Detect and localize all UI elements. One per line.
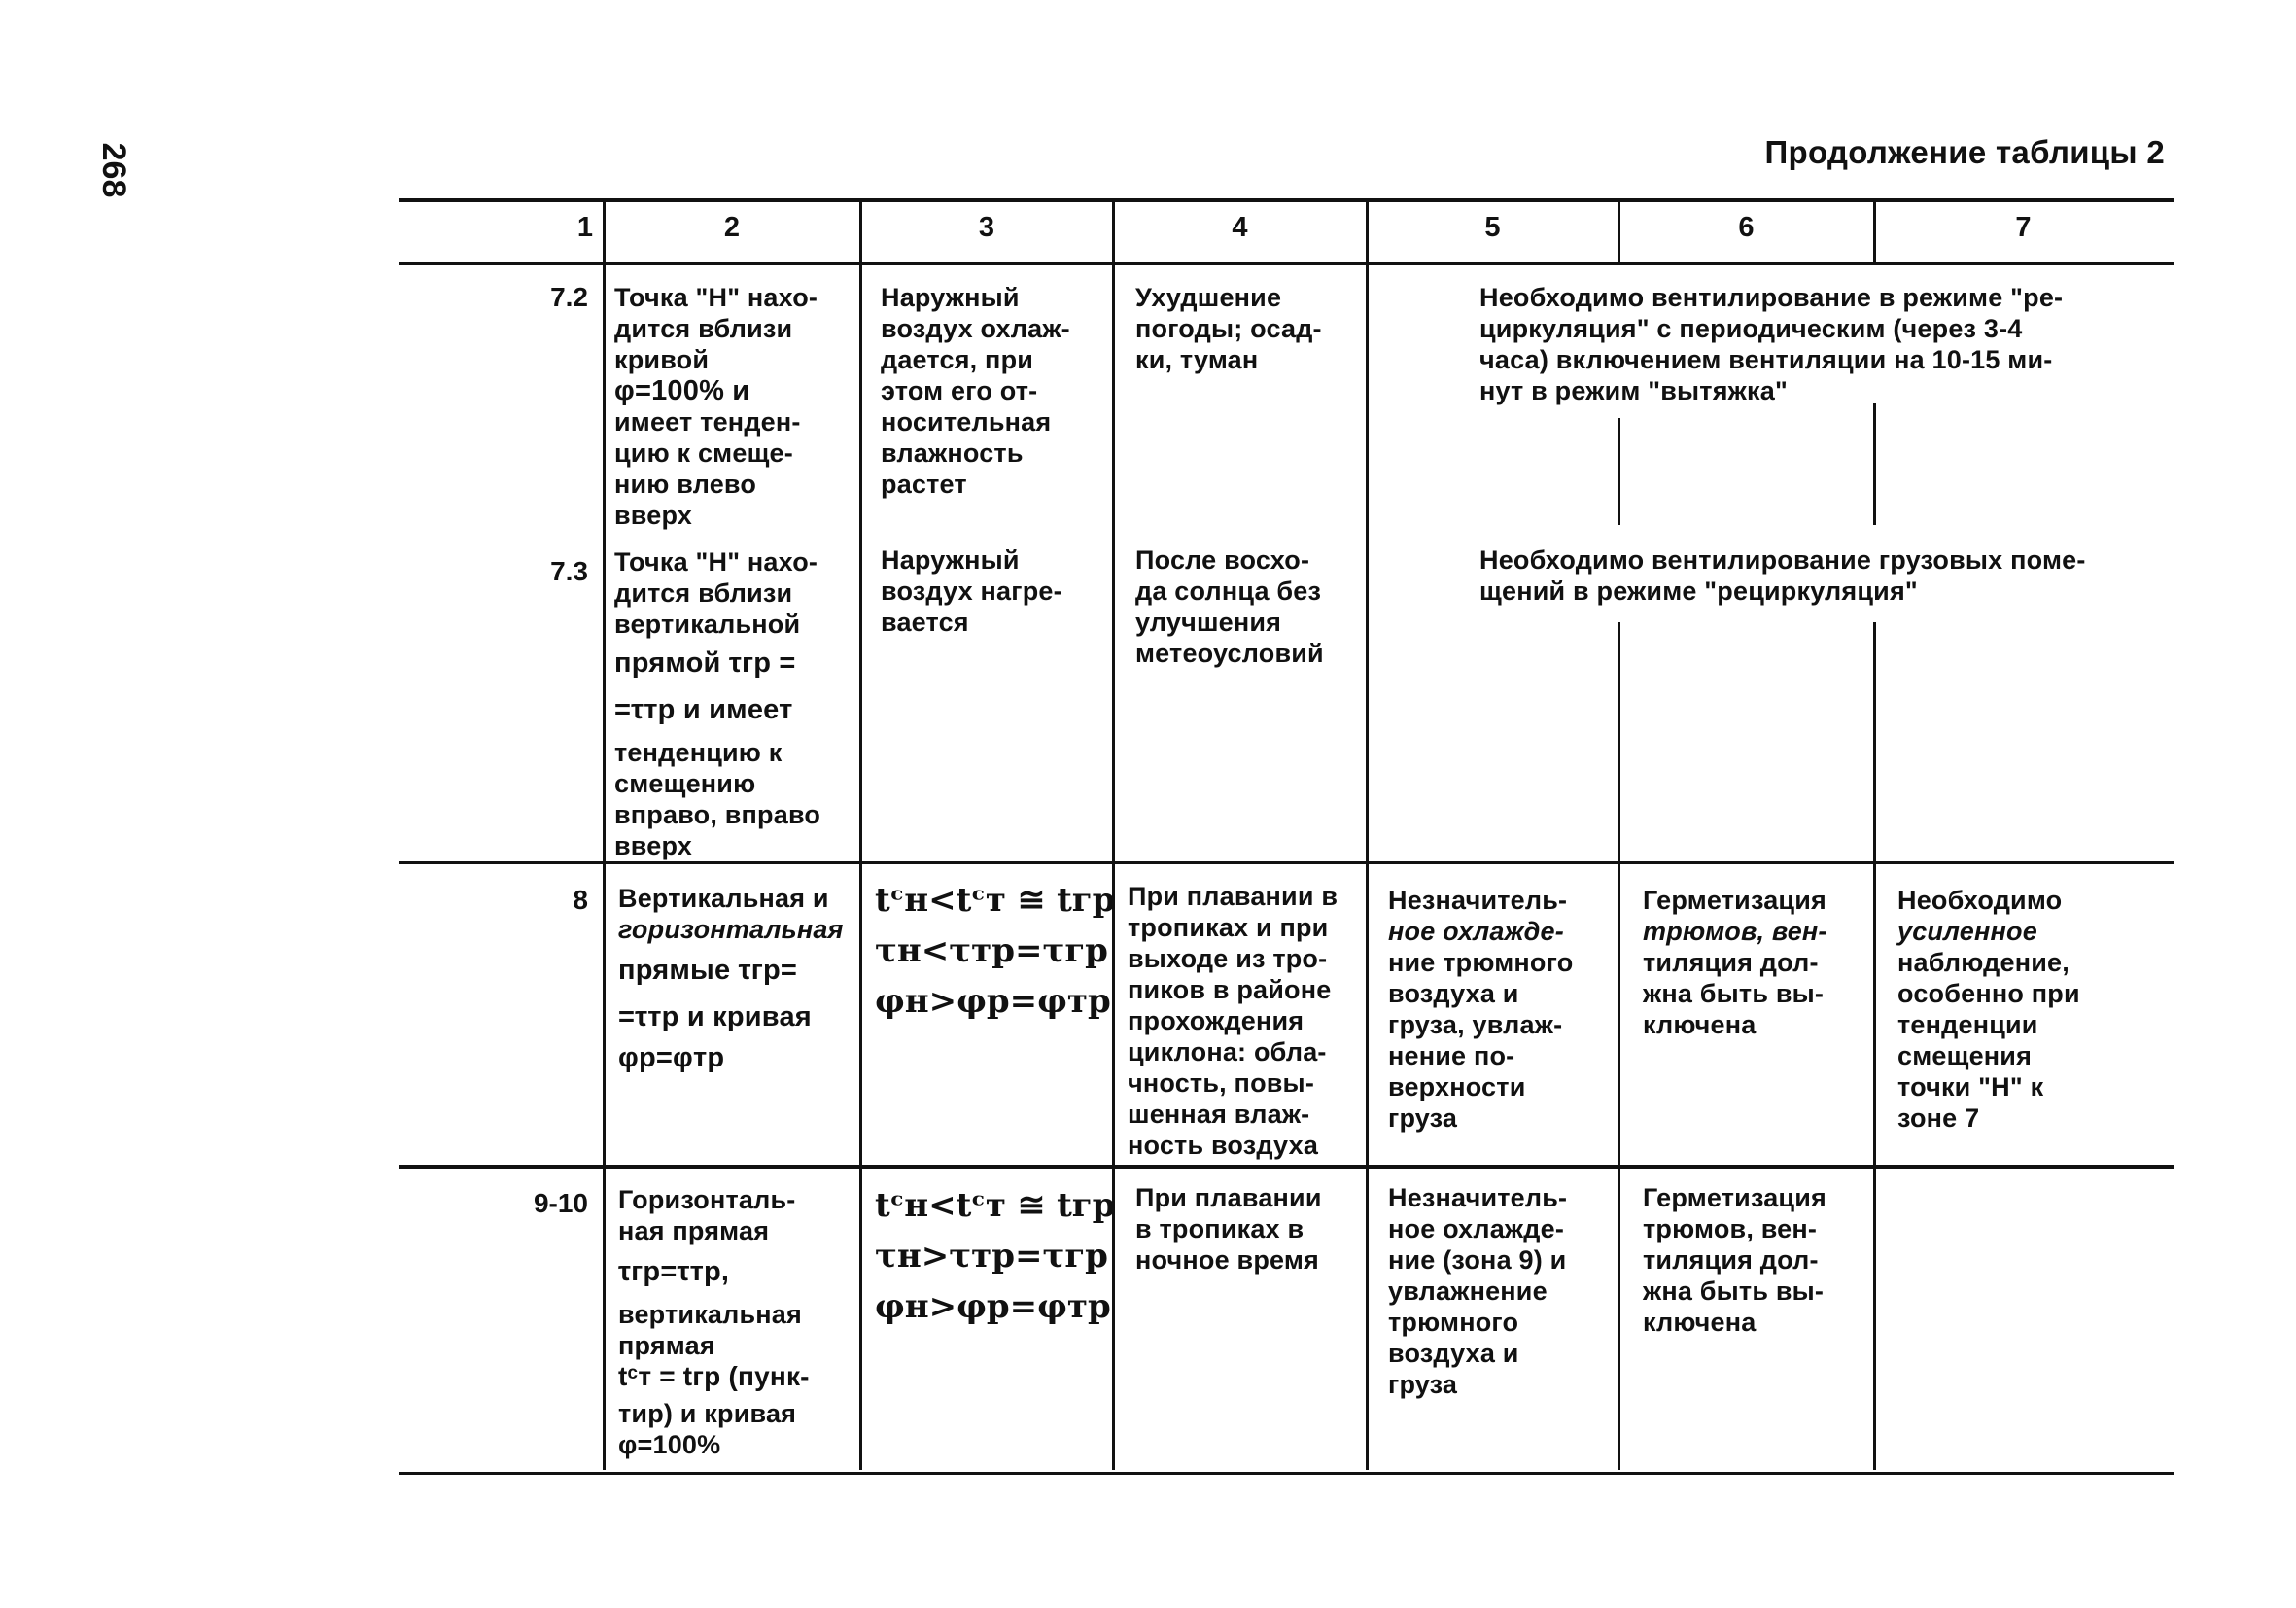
table-continuation-title: Продолжение таблицы 2 (1764, 134, 2165, 170)
row-8-col2-formula-1: прямые τгр= (618, 955, 798, 986)
row-8-col6-text-cont: тиляция дол- жна быть вы- ключена (1643, 948, 1825, 1039)
row-7-3-col2-text-cont: тенденцию к смещению вправо, вправо вверх (614, 738, 821, 860)
row-8-col5-line-1: Незначитель- (1388, 886, 1568, 915)
row-8-col7-line-1: Необходимо (1897, 886, 2063, 915)
row-9-10-col3-conditions: tᶜн<tᶜт ≅ tгр τн>τтр=τгр φн>φр=φтр (875, 1186, 1116, 1326)
row-9-10-col2-text-cont: вертикальная прямая (618, 1300, 802, 1360)
header-bottom-rule (399, 262, 2174, 265)
body-col-divider-partial (1873, 622, 1876, 865)
column-header-2: 2 (723, 212, 741, 243)
row-id-7-3: 7.3 (550, 556, 588, 586)
row-8-col5-text-cont: ние трюмного воздуха и груза, увлаж- нение по- верхности груза (1388, 948, 1574, 1133)
column-header-1: 1 (576, 212, 593, 243)
body-col-divider (603, 264, 606, 1470)
row-8-col7-line-2: усиленное (1897, 917, 2037, 946)
body-col-divider-partial (1873, 403, 1876, 525)
table-bottom-rule (399, 1472, 2174, 1475)
body-col-divider (1618, 863, 1620, 1470)
row-8-col2-formula-3: φр=φтр (618, 1042, 725, 1073)
table-top-rule (399, 198, 2174, 202)
row-9-10-col4-text: При плавании в тропиках в ночное время (1135, 1183, 1322, 1275)
body-col-divider-partial (1618, 622, 1620, 865)
column-header-6: 6 (1738, 212, 1755, 243)
row-7-3-col3-text: Наружный воздух нагре- вается (881, 545, 1062, 637)
row-8-col2-line-1: Вертикальная и (618, 884, 829, 913)
row-8-col6-line-2: трюмов, вен- (1643, 917, 1827, 946)
row-7-3-col5-7-recommendation: Необходимо вентилирование грузовых поме- щений в режиме "рециркуляция" (1479, 545, 2086, 606)
row-7-2-col2-phi: φ=100% и (614, 375, 750, 406)
row-8-col6-line-1: Герметизация (1643, 886, 1826, 915)
row-9-10-col6-text: Герметизация трюмов, вен- тиляция дол- жна быть вы- ключена (1643, 1183, 1826, 1337)
row-id-7-2: 7.2 (550, 282, 588, 312)
row-7-2-col4-text: Ухудшение погоды; осад- ки, туман (1135, 283, 1322, 374)
row-divider-9-10 (399, 1165, 2174, 1169)
column-header-4: 4 (1232, 212, 1248, 243)
row-9-10-col2-text-end: тир) и кривая φ=100% (618, 1399, 797, 1459)
row-8-col3-conditions: tᶜн<tᶜт ≅ tгр τн<τтр=τгр φн>φр=φтр (875, 881, 1116, 1021)
row-8-col7-text-cont: наблюдение, особенно при тенденции смещения точки "Н" к зоне 7 (1897, 948, 2080, 1133)
page-number: 268 (95, 142, 133, 198)
row-8-col4-text: При плавании в тропиках и при выходе из тро- пиков в районе прохождения циклона: обла- чность, повы- шенная влаж- ность воздуха (1128, 882, 1339, 1160)
row-9-10-col5-text: Незначитель- ное охлажде- ние (зона 9) и увлажнение трюмного воздуха и груза (1388, 1183, 1568, 1399)
column-header-5: 5 (1484, 212, 1501, 243)
row-id-9-10: 9-10 (533, 1188, 588, 1218)
body-col-divider (859, 264, 862, 1470)
row-7-2-col5-7-recommendation: Необходимо вентилирование в режиме "ре- циркуляция" с периодическим (через 3-4 часа) включением вентиляции на 10-15 ми- нут в режим "вытяжка" (1479, 283, 2064, 405)
body-col-divider (1873, 863, 1876, 1470)
row-7-2-col2-text-cont: имеет тенден- цию к смеще- нию влево вверх (614, 407, 801, 530)
row-8-col2-line-2: горизонтальная (618, 915, 844, 944)
row-7-3-col2-formula-1: прямой τгр = (614, 647, 796, 679)
row-7-3-col4-text: После восхо- да солнца без улучшения метеоусловий (1135, 545, 1324, 668)
row-8-col2-formula-2: =τтр и кривая (618, 1001, 812, 1032)
row-id-8: 8 (573, 885, 588, 915)
body-col-divider-partial (1618, 418, 1620, 525)
row-9-10-col2-formula-2: tᶜт = tгр (пунк- (618, 1361, 810, 1391)
row-divider-8 (399, 861, 2174, 864)
row-9-10-col2-formula-1: τгр=τтр, (618, 1256, 730, 1287)
column-header-7: 7 (2015, 212, 2032, 243)
body-col-divider (1366, 264, 1369, 1470)
row-8-col5-line-2: ное охлажде- (1388, 917, 1564, 946)
row-7-2-col3-text: Наружный воздух охлаж- дается, при этом его от- носительная влажность растет (881, 283, 1070, 499)
row-7-3-col2-formula-2: =τтр и имеет (614, 694, 793, 725)
column-header-3: 3 (978, 212, 995, 243)
row-9-10-col2-text: Горизонталь- ная прямая (618, 1185, 796, 1245)
row-7-3-col2-text: Точка "Н" нахо- дится вблизи вертикальной (614, 547, 818, 639)
row-7-2-col2-text: Точка "Н" нахо- дится вблизи кривой (614, 283, 818, 374)
